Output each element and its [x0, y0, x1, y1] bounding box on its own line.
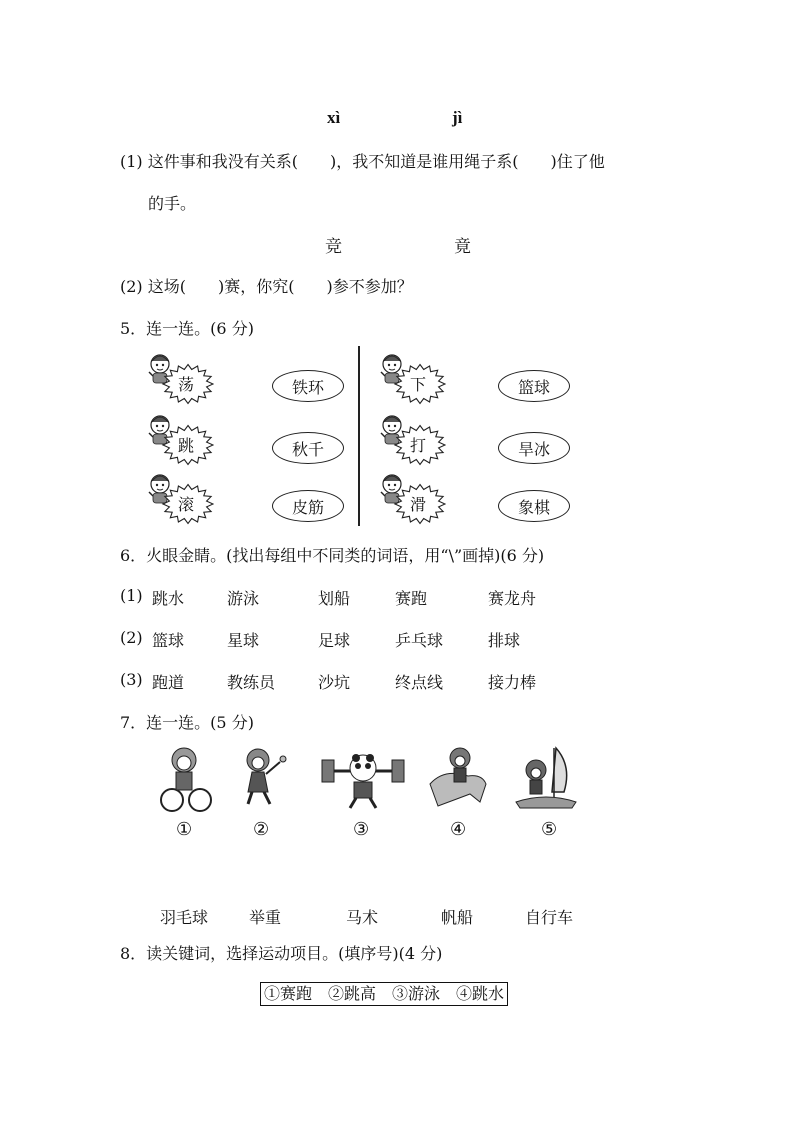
- verb-bubble-right-1[interactable]: [378, 350, 446, 408]
- divider-line: [358, 346, 360, 526]
- q8-title: 8．读关键词，选择运动项目。(填序号)(4 分): [120, 944, 443, 963]
- q6-word[interactable]: 赛跑: [395, 589, 428, 608]
- pinyin-ji: jì: [452, 108, 463, 127]
- picture-number: ②: [253, 819, 270, 840]
- noun-oval-left-3[interactable]: 皮筋: [272, 490, 344, 522]
- weightlifting-mascot-icon: [318, 744, 388, 812]
- q6-word[interactable]: 教练员: [227, 673, 276, 692]
- q6-word[interactable]: 终点线: [395, 673, 444, 692]
- q7-title: 7．连一连。(5 分): [120, 713, 254, 732]
- q6-word[interactable]: 星球: [227, 631, 260, 650]
- char-jing-2: 竟: [454, 237, 471, 257]
- q6-word[interactable]: 跑道: [152, 673, 185, 692]
- noun-oval-right-2[interactable]: 旱冰: [498, 432, 570, 464]
- q6-word[interactable]: 乒乓球: [395, 631, 444, 650]
- sport-label[interactable]: 举重: [249, 908, 282, 927]
- verb-text: 下: [409, 374, 426, 394]
- picture-number: ③: [353, 819, 370, 840]
- noun-oval-right-1[interactable]: 篮球: [498, 370, 570, 402]
- q6-row-label: (2): [120, 628, 143, 647]
- verb-bubble-right-3[interactable]: [378, 470, 446, 528]
- q6-row-label: (1): [120, 586, 143, 605]
- badminton-mascot-icon: [228, 744, 298, 812]
- q6-word[interactable]: 划船: [318, 589, 351, 608]
- verb-text: 滑: [409, 494, 426, 514]
- q6-word[interactable]: 足球: [318, 631, 351, 650]
- verb-bubble-left-2[interactable]: [146, 411, 214, 469]
- picture-number: ①: [176, 819, 193, 840]
- picture-number: ⑤: [541, 819, 558, 840]
- verb-bubble-left-1[interactable]: [146, 350, 214, 408]
- sport-label[interactable]: 帆船: [441, 908, 474, 927]
- cyclist-mascot-icon: [150, 744, 220, 812]
- q4-sentence-1: (1) 这件事和我没有关系( )，我不知道是谁用绳子系( )住了他: [120, 152, 605, 171]
- q6-word[interactable]: 接力棒: [488, 673, 537, 692]
- picture-number: ④: [450, 819, 467, 840]
- q8-options-box: ①赛跑 ②跳高 ③游泳 ④跳水: [260, 982, 508, 1006]
- char-jing-1: 竞: [325, 237, 342, 257]
- sailing-mascot-icon: [512, 744, 582, 812]
- verb-bubble-left-3[interactable]: [146, 470, 214, 528]
- q4-sentence-2: (2) 这场( )赛，你究( )参不参加？: [120, 277, 413, 296]
- sport-label[interactable]: 羽毛球: [160, 908, 209, 927]
- noun-oval-left-1[interactable]: 铁环: [272, 370, 344, 402]
- q4-sentence-1-cont: 的手。: [148, 194, 197, 213]
- verb-text: 打: [409, 435, 426, 455]
- q6-word[interactable]: 跳水: [152, 589, 185, 608]
- q6-word[interactable]: 沙坑: [318, 673, 351, 692]
- verb-text: 跳: [177, 435, 194, 455]
- noun-oval-left-2[interactable]: 秋千: [272, 432, 344, 464]
- pinyin-xi: xì: [327, 108, 341, 127]
- q6-word[interactable]: 排球: [488, 631, 521, 650]
- verb-bubble-right-2[interactable]: [378, 411, 446, 469]
- q6-row-label: (3): [120, 670, 143, 689]
- q5-title: 5．连一连。(6 分): [120, 319, 254, 338]
- verb-text: 滚: [177, 494, 194, 514]
- verb-text: 荡: [177, 374, 194, 394]
- sport-label[interactable]: 马术: [346, 908, 379, 927]
- equestrian-mascot-icon: [424, 744, 494, 812]
- sport-label[interactable]: 自行车: [525, 908, 574, 927]
- noun-oval-right-3[interactable]: 象棋: [498, 490, 570, 522]
- q6-title: 6．火眼金睛。(找出每组中不同类的词语，用“\”画掉)(6 分): [120, 546, 545, 565]
- q6-word[interactable]: 游泳: [227, 589, 260, 608]
- q6-word[interactable]: 赛龙舟: [488, 589, 537, 608]
- q6-word[interactable]: 篮球: [152, 631, 185, 650]
